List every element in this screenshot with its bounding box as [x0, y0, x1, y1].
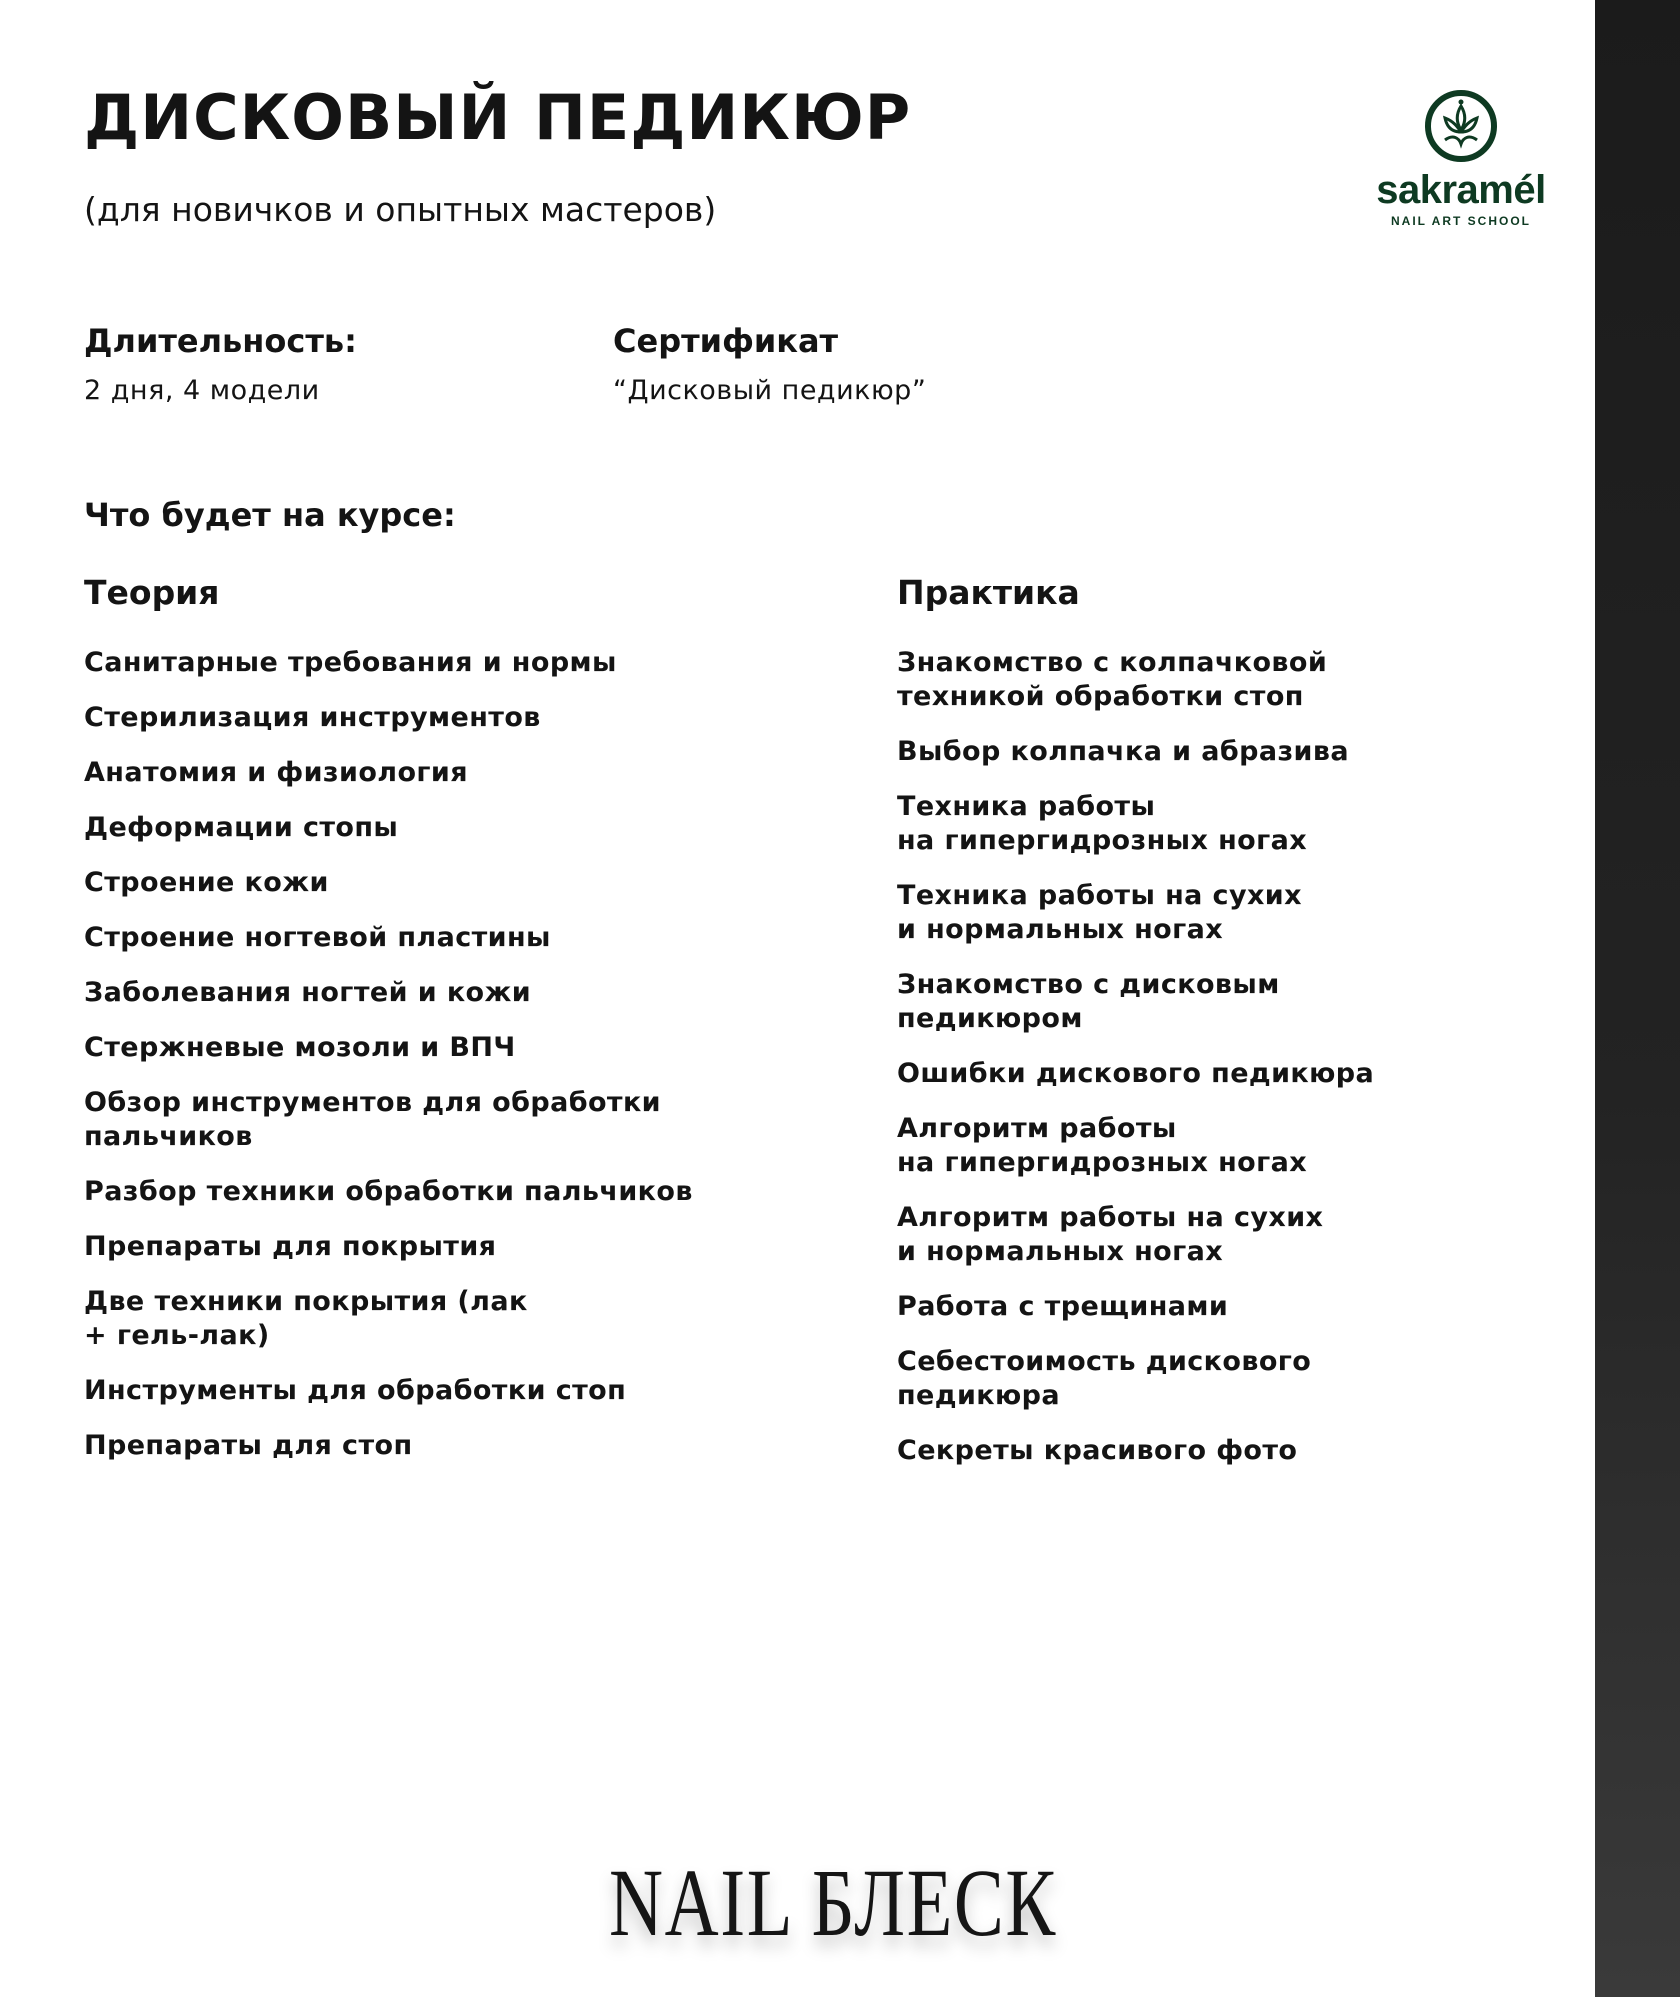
duration-label: Длительность:	[84, 322, 357, 360]
list-item: Санитарные требования и нормы	[84, 647, 617, 678]
school-logo	[1358, 88, 1564, 228]
list-item: Разбор техники обработки пальчиков	[84, 1176, 693, 1207]
logo-name: sakramél	[1376, 168, 1546, 212]
list-item: Выбор колпачка и абразива	[897, 736, 1349, 767]
list-item: Заболевания ногтей и кожи	[84, 977, 532, 1008]
theory-heading: Теория	[84, 573, 220, 612]
certificate-value: “Дисковый педикюр”	[613, 375, 927, 406]
theory-list	[84, 646, 804, 1484]
list-item: Работа с трещинами	[897, 1291, 1229, 1322]
list-item: Алгоритм работы на сухих и нормальных ногах	[897, 1202, 1324, 1267]
list-item: Алгоритм работы на гипергидрозных ногах	[897, 1113, 1308, 1178]
course-heading: Что будет на курсе:	[84, 496, 456, 534]
list-item: Инструменты для обработки стоп	[84, 1375, 627, 1406]
brand-watermark: NAIL БЛЕСК	[609, 1849, 1057, 1956]
duration-value: 2 дня, 4 модели	[84, 375, 320, 406]
list-item: Препараты для стоп	[84, 1430, 413, 1461]
logo-tagline: NAIL ART SCHOOL	[1391, 214, 1531, 228]
lotus-icon	[1423, 88, 1499, 164]
list-item: Анатомия и физиология	[84, 757, 468, 788]
list-item: Секреты красивого фото	[897, 1435, 1298, 1466]
list-item: Себестоимость дискового педикюра	[897, 1346, 1312, 1411]
list-item: Техника работы на гипергидрозных ногах	[897, 791, 1308, 856]
page-title: ДИСКОВЫЙ ПЕДИКЮР	[84, 81, 912, 154]
list-item: Знакомство с дисковым педикюром	[897, 969, 1280, 1034]
list-item: Стерилизация инструментов	[84, 702, 541, 733]
list-item: Техника работы на сухих и нормальных ногах	[897, 880, 1302, 945]
list-item: Ошибки дискового педикюра	[897, 1058, 1375, 1089]
dark-side-strip	[1595, 0, 1680, 1997]
list-item: Деформации стопы	[84, 812, 399, 843]
list-item: Строение кожи	[84, 867, 329, 898]
certificate-label: Сертификат	[613, 322, 839, 360]
page-subtitle: (для новичков и опытных мастеров)	[84, 190, 717, 229]
practice-list	[897, 646, 1557, 1489]
list-item: Стержневые мозоли и ВПЧ	[84, 1032, 516, 1063]
list-item: Препараты для покрытия	[84, 1231, 497, 1262]
list-item: Строение ногтевой пластины	[84, 922, 551, 953]
practice-heading: Практика	[897, 573, 1080, 612]
list-item: Знакомство с колпачковой техникой обработки стоп	[897, 647, 1328, 712]
list-item: Обзор инструментов для обработки пальчиков	[84, 1087, 662, 1152]
list-item: Две техники покрытия (лак + гель-лак)	[84, 1286, 528, 1351]
